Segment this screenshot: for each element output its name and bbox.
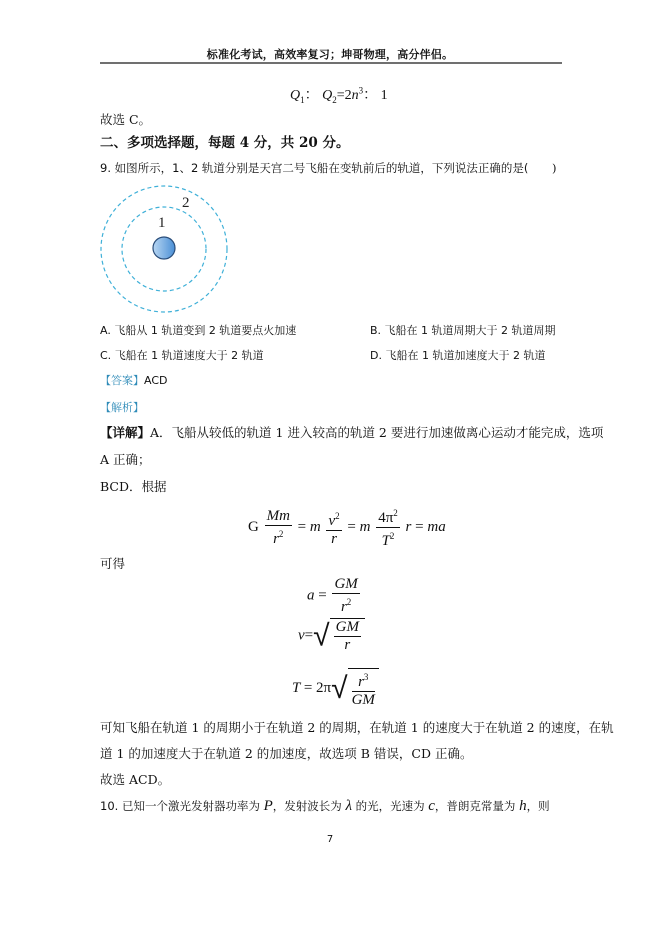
question-9-stem: 9. 如图所示，1、2 轨道分别是天宫二号飞船在变轨前后的轨道，下列说法正确的是(	[100, 161, 529, 175]
conclusion-line-2: 道 1 的加速度大于在轨道 2 的加速度，故选项 B 错误，CD 正确。	[100, 746, 473, 761]
option-b: B. 飞船在 1 轨道周期大于 2 轨道周期	[370, 324, 556, 337]
orbit-label-1: 1	[158, 215, 166, 231]
section-title: 二、多项选择题，每题 4 分，共 20 分。	[100, 135, 350, 151]
analysis-label: 【解析】	[100, 401, 144, 414]
option-d: D. 飞船在 1 轨道加速度大于 2 轨道	[370, 349, 546, 362]
option-c: C. 飞船在 1 轨道速度大于 2 轨道	[100, 349, 264, 362]
answer-line	[100, 373, 167, 389]
answer-label: 【答案】	[100, 374, 144, 387]
option-a: A. 飞船从 1 轨道变到 2 轨道要点火加速	[100, 324, 297, 337]
equation-period: T = 2π√ $\frac{r^3}{GM}$	[292, 668, 379, 709]
orbit-diagram	[98, 183, 238, 313]
deduce-text: 可得	[100, 556, 126, 571]
equation-gravitation: G $\frac{Mm}{r^2}$ = m $\frac{v^2}{r}$ = m $\frac{4\pi^2}{T^2}$ r = ma	[248, 505, 446, 550]
detail-line-2: A 正确；	[100, 452, 151, 467]
prev-conclusion: 故选 C。	[100, 112, 152, 127]
conclusion-line-1: 可知飞船在轨道 1 的周期小于在轨道 2 的周期，在轨道 1 的速度大于在轨道 2 的速度，在轨	[100, 720, 614, 735]
planet	[153, 237, 175, 259]
orbit-label-2: 2	[182, 195, 190, 211]
final-answer: 故选 ACD。	[100, 772, 171, 787]
ratio-equation: $Q_1$： $Q_2=2n^3$： 1	[290, 85, 388, 105]
answer-value: ACD	[144, 374, 168, 387]
equation-acceleration: a = $\frac{GM}{r^2}$	[307, 576, 358, 615]
page-number: 7	[326, 834, 334, 845]
question-10-stem: 10. 已知一个激光发射器功率为 P，发射波长为 λ 的光，光速为 c，普朗克常量为 h，则	[100, 798, 550, 814]
detail-line-3: BCD．根据	[100, 479, 167, 494]
header-divider	[100, 62, 562, 64]
question-9-paren-close: )	[552, 161, 557, 175]
detail-line-1: 【详解】A．飞船从较低的轨道 1 进入较高的轨道 2 要进行加速做离心运动才能完成，选项	[100, 425, 604, 440]
equation-velocity: v=√ $\frac{GM}{r}$	[298, 618, 365, 654]
page-header: 标准化考试，高效率复习；坤哥物理，高分伴侣。	[206, 48, 454, 61]
